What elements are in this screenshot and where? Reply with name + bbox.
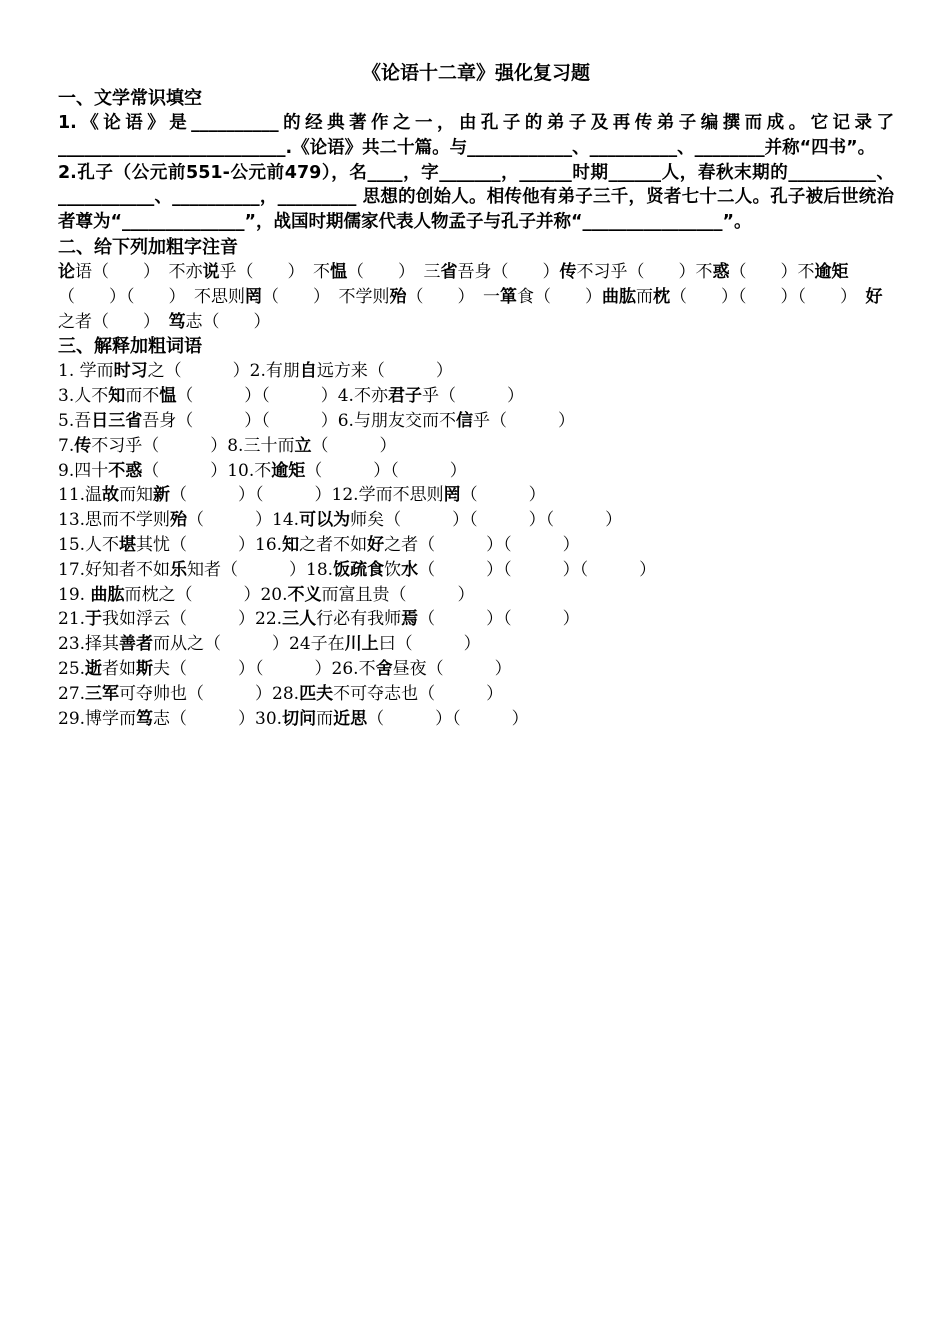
question-1: 1.《论语》是__________的经典著作之一，由孔子的弟子及再传弟子编撰而成。它记录了__________________________.《论语》共二十篇。与____________、__________、________并称“四书”。	[58, 113, 894, 158]
line-text: 远方来（ ）	[316, 361, 453, 382]
bold-char: 省	[440, 261, 458, 282]
line-text: 不习乎（ ）8.三十而	[91, 435, 295, 456]
bold-char: 论	[58, 261, 75, 282]
line-text: 行必有我师	[316, 609, 402, 630]
exercise-text: 而	[636, 286, 653, 307]
line-text: 1. 学而	[58, 361, 114, 382]
exercise-text: （ ）（ ） 不思则	[58, 286, 245, 307]
line-text: 23.择其	[58, 634, 120, 655]
line-text: （ ）（ ）12.学而不思则	[170, 485, 444, 506]
exercise-text: （ ） 不学则	[262, 286, 390, 307]
line-text: （ ）14.	[187, 510, 300, 531]
bold-word: 焉	[401, 609, 419, 630]
line-text: 15.人不	[58, 534, 120, 555]
line-text: 夫（ ）（ ）26.不	[153, 658, 376, 679]
vocabulary-list	[58, 359, 894, 731]
line-text: 而不	[125, 386, 160, 407]
bold-word: 自	[299, 361, 317, 382]
bold-word: 笃	[136, 708, 154, 729]
bold-word: 川上	[344, 634, 379, 655]
line-text: 之者（ ）（ ）	[384, 534, 580, 555]
line-text: 25.	[58, 658, 86, 679]
exercise-text: （ ） 一	[406, 286, 500, 307]
bold-char: 殆	[389, 286, 407, 307]
exercise-text: （ ） 三	[347, 261, 441, 282]
bold-word: 知	[108, 386, 126, 407]
bold-char: 罔	[245, 286, 262, 307]
line-text: 而富且贵（ ）	[321, 584, 475, 605]
bold-char: 传	[559, 261, 577, 282]
line-text: 乎（ ）	[421, 386, 524, 407]
bold-word: 殆	[170, 510, 188, 531]
bold-word: 愠	[159, 386, 177, 407]
exercise-text: 之者（ ）	[58, 311, 169, 332]
bold-char: 枕	[653, 286, 670, 307]
bold-word: 逾矩	[271, 460, 306, 481]
line-text: 可夺帅也（ ）28.	[119, 683, 300, 704]
line-text: 13.思而不学则	[58, 510, 171, 531]
vocabulary-line	[58, 434, 894, 459]
vocabulary-line	[58, 682, 894, 707]
bold-char: 笃	[168, 311, 186, 332]
exercise-text: （ ）不	[729, 261, 815, 282]
line-text: （ ）（ ）4.不亦	[176, 386, 388, 407]
bold-word: 乐	[170, 559, 188, 580]
section3-heading: 三、解释加粗词语	[58, 336, 202, 358]
bold-word: 日三省	[91, 410, 143, 431]
line-text: （ ）10.不	[142, 460, 272, 481]
line-text: （ ）（ ）（ ）	[418, 559, 657, 580]
bold-word: 传	[74, 435, 92, 456]
line-text: （ ）（ ）	[418, 609, 580, 630]
line-text: 知者（ ）18.	[187, 559, 334, 580]
line-text: （ ）（ ）	[305, 460, 467, 481]
bold-char: 惑	[712, 261, 730, 282]
line-text: 饮	[384, 559, 402, 580]
line-text: （ ）	[460, 485, 546, 506]
exercise-text: 食（ ）	[517, 286, 602, 307]
page-title: 《论语十二章》强化复习题	[361, 62, 590, 84]
worksheet-page	[58, 60, 894, 731]
vocabulary-line	[58, 583, 894, 608]
vocabulary-line	[58, 707, 894, 732]
bold-word: 切问	[282, 708, 317, 729]
bold-word: 三军	[85, 683, 120, 704]
line-text: 而知	[119, 485, 154, 506]
bold-word: 近思	[333, 708, 368, 729]
bold-word: 知	[282, 534, 300, 555]
vocabulary-line	[58, 359, 894, 384]
bold-char: 箪	[500, 286, 517, 307]
line-text: 7.	[58, 435, 75, 456]
section2-heading: 二、给下列加粗字注音	[58, 236, 238, 258]
line-text: 而从之（ ）24子在	[153, 634, 345, 655]
bold-word: 斯	[136, 658, 154, 679]
exercise-text: （ ）（ ）（ ）	[670, 286, 866, 307]
vocabulary-line	[58, 607, 894, 632]
bold-char: 说	[202, 261, 220, 282]
bold-word: 罔	[443, 485, 461, 506]
line-text: 之者不如	[299, 534, 368, 555]
line-text: 不可夺志也（ ）	[333, 683, 504, 704]
line-text: 9.四十	[58, 460, 109, 481]
bold-word: 于	[85, 609, 103, 630]
bold-word: 不义	[287, 584, 322, 605]
vocabulary-line	[58, 459, 894, 484]
line-text: 昼夜（ ）	[392, 658, 512, 679]
line-text: 11.温	[58, 485, 103, 506]
line-text: 我如浮云（ ）22.	[102, 609, 283, 630]
bold-char: 愠	[330, 261, 347, 282]
bold-word: 君子	[387, 386, 422, 407]
bold-word: 可以为	[299, 510, 351, 531]
line-text: 5.吾	[58, 410, 92, 431]
line-text: 29.博学而	[58, 708, 137, 729]
vocabulary-line	[58, 558, 894, 583]
bold-char: 曲肱	[602, 286, 636, 307]
line-text: 曰（ ）	[378, 634, 481, 655]
bold-word: 好	[367, 534, 385, 555]
bold-word: 不惑	[108, 460, 143, 481]
exercise-text: 不习乎（ ）不	[576, 261, 713, 282]
exercise-text: 志（ ）	[185, 311, 271, 332]
bold-word: 逝	[85, 658, 103, 679]
line-text: 师矣（ ）（ ）（ ）	[350, 510, 623, 531]
vocabulary-line	[58, 409, 894, 434]
exercise-text: 语（ ） 不亦	[75, 261, 203, 282]
line-text: 而枕之（ ）20.	[124, 584, 288, 605]
section1-heading: 一、文学常识填空	[58, 88, 202, 109]
line-text: 17.好知者不如	[58, 559, 171, 580]
vocabulary-line	[58, 508, 894, 533]
vocabulary-line	[58, 483, 894, 508]
line-text: 者如	[102, 658, 137, 679]
bold-char: 逾矩	[814, 261, 849, 282]
bold-word: 故	[102, 485, 120, 506]
vocabulary-line	[58, 657, 894, 682]
bold-word: 曲肱	[90, 584, 125, 605]
vocabulary-line	[58, 533, 894, 558]
bold-word: 三人	[282, 609, 317, 630]
line-text: 之（ ）2.有朋	[147, 361, 300, 382]
bold-word: 匹夫	[299, 683, 334, 704]
line-text: （ ）	[311, 435, 397, 456]
exercise-text: 吾身（ ）	[457, 261, 560, 282]
question-2: 2.孔子（公元前551-公元前479），名____，字_______，______时期______人，春秋末期的__________、___________、__________，_________ 思想的创始人。相传他有弟子三千，贤者七十二人。孔子被后世统治者尊为“______________”，战国时期儒家代表人物孟子与孔子并称“________________”。	[58, 162, 894, 233]
line-text: 3.人不	[58, 386, 109, 407]
line-text: 吾身（ ）（ ）6.与朋友交而不	[142, 410, 456, 431]
line-text: 其忧（ ）16.	[136, 534, 283, 555]
bold-word: 新	[153, 485, 171, 506]
bold-word: 立	[294, 435, 312, 456]
vocabulary-line	[58, 384, 894, 409]
line-text: 志（ ）30.	[153, 708, 283, 729]
bold-word: 时习	[113, 361, 148, 382]
line-text: （ ）（ ）	[367, 708, 529, 729]
bold-char: 好	[865, 286, 883, 307]
line-text: 而	[316, 708, 334, 729]
bold-word: 信	[455, 410, 473, 431]
pinyin-exercise	[58, 260, 894, 334]
bold-word: 水	[401, 559, 419, 580]
bold-word: 饭疏食	[333, 559, 385, 580]
line-text: 27.	[58, 683, 86, 704]
line-text: 19.	[58, 584, 91, 605]
line-text: 21.	[58, 609, 86, 630]
bold-word: 舍	[375, 658, 393, 679]
bold-word: 善者	[119, 634, 154, 655]
vocabulary-line	[58, 632, 894, 657]
bold-word: 堪	[119, 534, 137, 555]
exercise-text: 乎（ ） 不	[219, 261, 330, 282]
line-text: 乎（ ）	[472, 410, 575, 431]
